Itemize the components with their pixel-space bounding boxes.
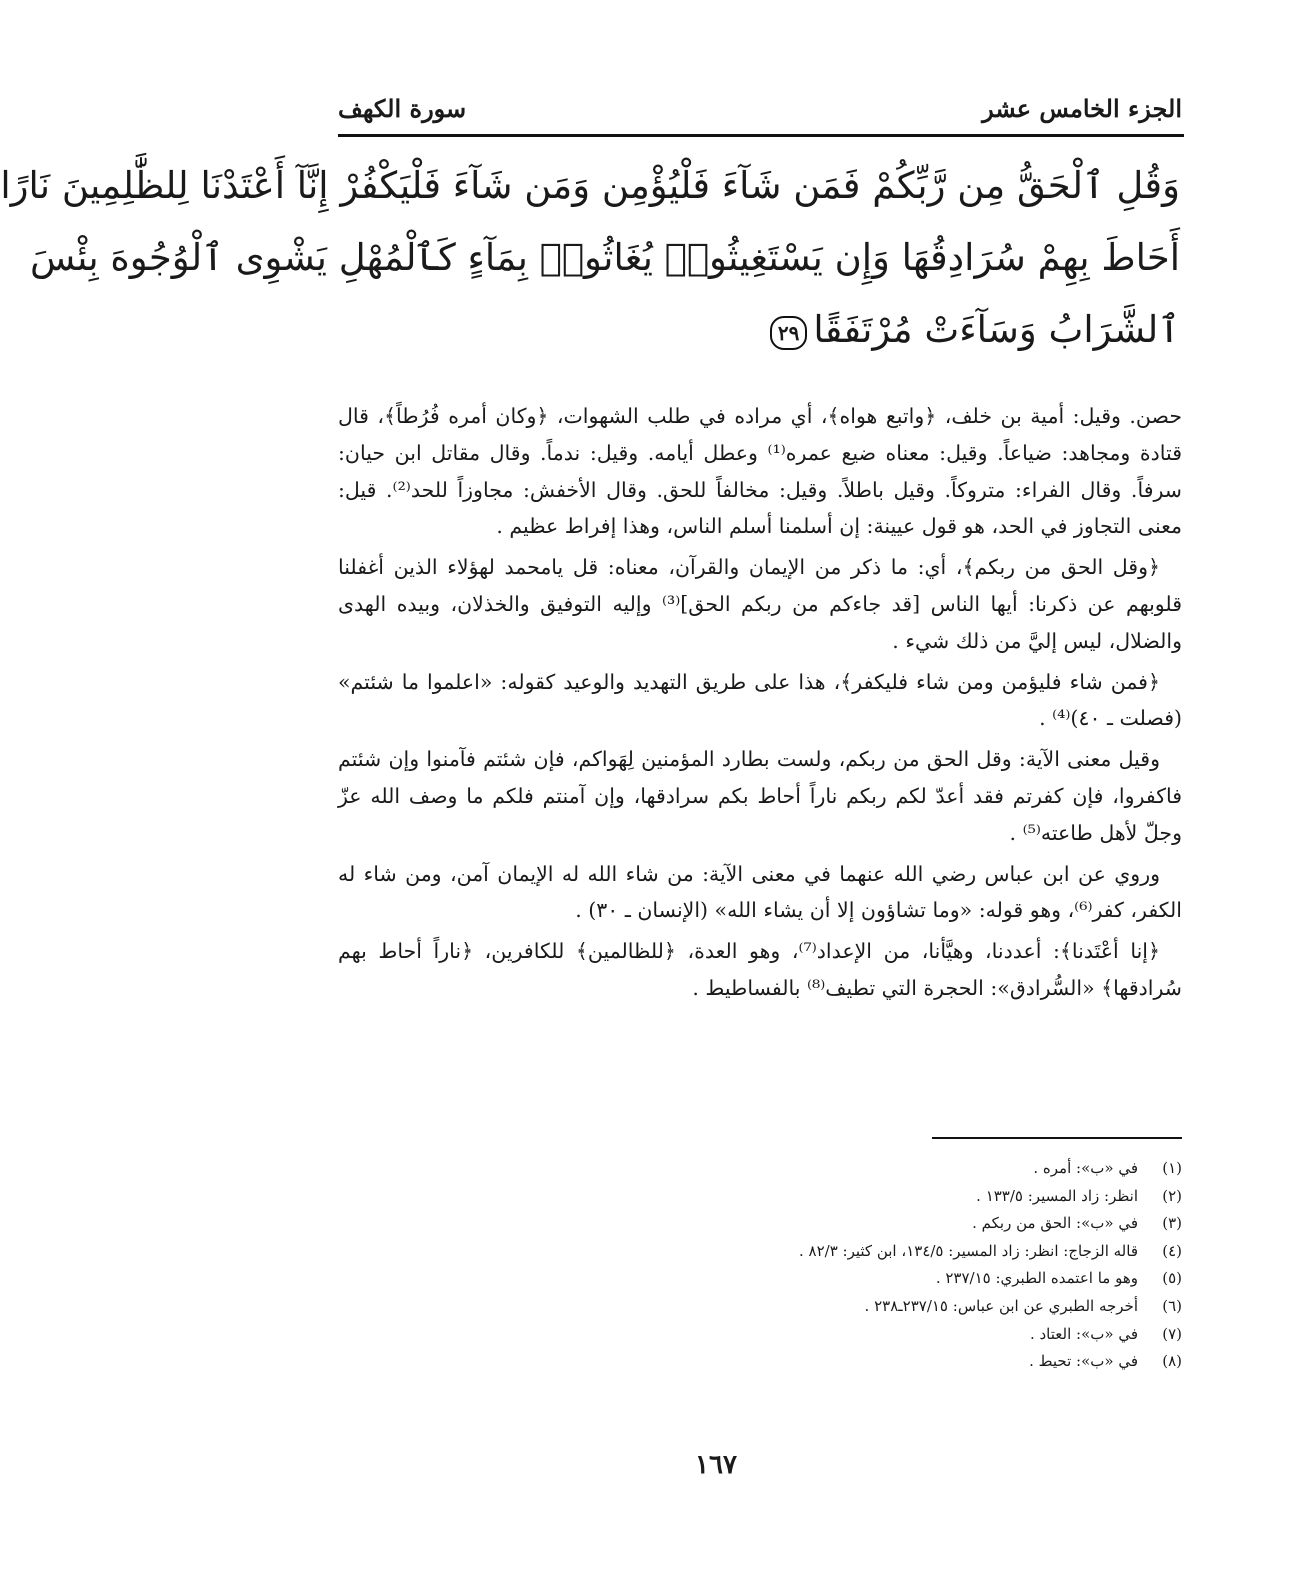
footnote-item [490, 1183, 1182, 1211]
header-rule [338, 134, 1184, 137]
running-header [338, 88, 1182, 128]
surah-title: سورة الكهف [338, 93, 467, 123]
footnote-number: (٤) [1162, 1241, 1182, 1260]
commentary-paragraph-6: ﴿إنا أعْتَدنا﴾: أعددنا، وهيَّأنا، من الإعداد⁽⁷⁾، وهو العدة، ﴿للظالمين﴾ للكافرين، ﴿ناراً أحاط بهم سُرادقها﴾ «السُّرادق»: الحجرة التي تطيف⁽⁸⁾ بالفساطيط . [338, 939, 1182, 1000]
verse-line-2: أَحَاطَ بِهِمْ سُرَادِقُهَا وَإِن يَسْتَغِيثُوا۟ يُغَاثُوا۟ بِمَآءٍ كَٱلْمُهْلِ يَشْوِى ٱلْوُجُوهَ بِئْسَ [30, 236, 1180, 279]
footnote-item [490, 1348, 1182, 1376]
footnote-text: وهو ما اعتمده الطبري: ٢٣٧/١٥ . [935, 1269, 1138, 1288]
footnote-text: في «ب»: تحيط . [1029, 1352, 1138, 1371]
footnote-item [490, 1155, 1182, 1183]
footnote-item [490, 1265, 1182, 1293]
commentary-paragraph-3: ﴿فمن شاء فليؤمن ومن شاء فليكفر﴾، هذا على طريق التهديد والوعيد كقوله: «اعلموا ما شئتم» (فصلت ـ ٤٠)⁽⁴⁾ . [338, 669, 1182, 731]
footnote-text: في «ب»: أمره . [1033, 1159, 1138, 1177]
commentary-paragraph-2: ﴿وقل الحق من ربكم﴾، أي: ما ذكر من الإيمان والقرآن، معناه: قل يامحمد لهؤلاء الذين أغفلنا قلوبهم عن ذكرنا: أيها الناس [قد جاءكم من ربكم الحق]⁽³⁾ وإليه التوفيق والخذلان، وبيده الهدى والضلال، ليس إليَّ من ذلك شيء . [338, 555, 1182, 653]
commentary-paragraph-5: وروي عن ابن عباس رضي الله عنهما في معنى الآية: من شاء الله له الإيمان آمن، ومن شاء له الكفر، كفر⁽⁶⁾، وهو قوله: «وما تشاؤون إلا أن يشاء الله» (الإنسان ـ ٣٠) . [338, 861, 1182, 923]
footnote-text: قاله الزجاج: انظر: زاد المسير: ١٣٤/٥، ابن كثير: ٨٢/٣ . [798, 1241, 1138, 1260]
footnote-number: (٣) [1162, 1214, 1182, 1233]
verse-line-3 [340, 294, 1180, 366]
page-number: ١٦٧ [695, 1450, 737, 1480]
ayah-number-marker: ٢٩ [770, 316, 807, 350]
footnote-separator [932, 1137, 1182, 1139]
footnote-number: (١) [1162, 1159, 1182, 1177]
footnote-text: أخرجه الطبري عن ابن عباس: ٢٣٧/١٥ـ٢٣٨ . [864, 1296, 1138, 1315]
footnote-item [490, 1238, 1182, 1266]
footnote-item [490, 1293, 1182, 1321]
commentary-text [338, 398, 1182, 1011]
footnote-number: (٢) [1162, 1186, 1182, 1205]
footnote-text: انظر: زاد المسير: ١٣٣/٥ . [976, 1186, 1138, 1205]
footnote-text: في «ب»: الحق من ربكم . [972, 1214, 1138, 1233]
footnote-item [490, 1210, 1182, 1238]
footnote-item [490, 1321, 1182, 1349]
juz-title: الجزء الخامس عشر [982, 93, 1182, 123]
footnote-number: (٦) [1162, 1296, 1182, 1315]
footnote-number: (٨) [1162, 1352, 1182, 1371]
quran-verse [0, 150, 1180, 366]
footnote-number: (٥) [1162, 1269, 1182, 1288]
footnote-number: (٧) [1162, 1324, 1182, 1343]
commentary-paragraph-1: حصن. وقيل: أمية بن خلف، ﴿واتبع هواه﴾، أي مراده في طلب الشهوات، ﴿وكان أمره فُرُطاً﴾، قال قتادة ومجاهد: ضياعاً. وقيل: معناه ضيع عمره⁽¹⁾ وعطل أيامه. وقيل: ندماً. وقال مقاتل ابن حيان: سرفاً. وقال الفراء: متروكاً. وقيل باطلاً. وقيل: مخالفاً للحق. وقال الأخفش: مجاوزاً للحد⁽²⁾. قيل: معنى التجاوز في الحد، هو قول عيينة: إن أسلمنا أسلم الناس، وهذا إفراط عظيم . [338, 404, 1182, 539]
footnote-text: في «ب»: العتاد . [1029, 1324, 1138, 1343]
commentary-paragraph-4: وقيل معنى الآية: وقل الحق من ربكم، ولست بطارد المؤمنين لِهَواكم، فإن شئتم فآمنوا وإن شئتم فاكفروا، فإن كفرتم فقد أعدّ لكم ربكم ناراً أحاط بكم سرادقها، وإن آمنتم فلكم ما وصف الله عزّ وجلّ لأهل طاعته⁽⁵⁾ . [338, 747, 1182, 845]
verse-line-3-text: ٱلشَّرَابُ وَسَآءَتْ مُرْتَفَقًا [813, 308, 1180, 351]
footnotes-list [490, 1155, 1182, 1376]
verse-line-1: وَقُلِ ٱلْحَقُّ مِن رَّبِّكُمْ فَمَن شَآءَ فَلْيُؤْمِن وَمَن شَآءَ فَلْيَكْفُرْ إِنَّآ أَعْتَدْنَا لِلظَّٰلِمِينَ نَارًا [0, 164, 1180, 207]
